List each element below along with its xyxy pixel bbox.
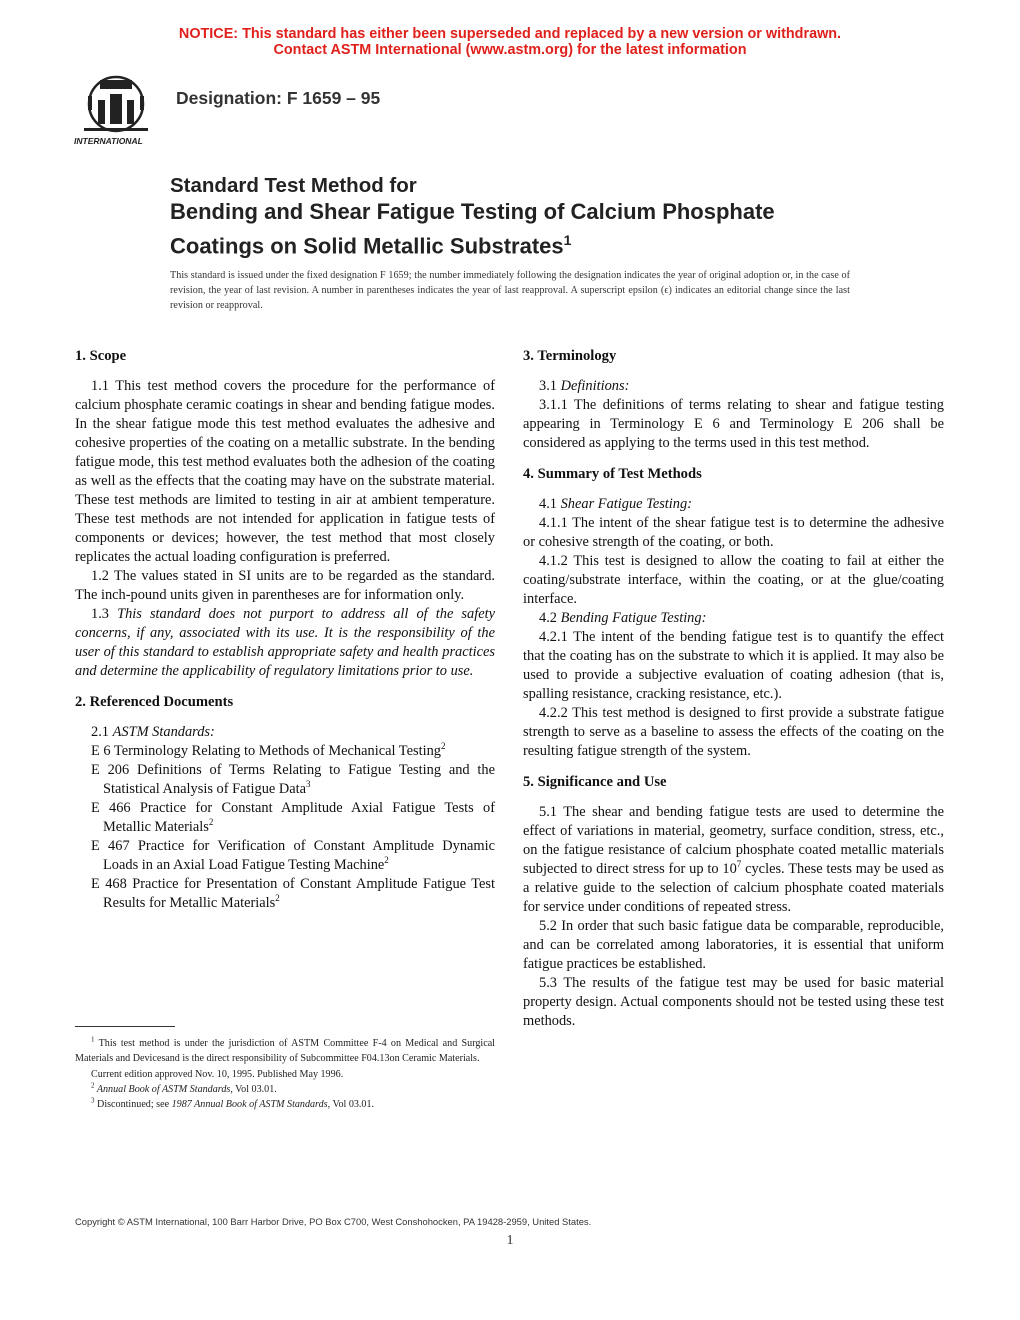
subsection-4-1-label: Shear Fatigue Testing: [560, 496, 692, 512]
paragraph-1-2: 1.2 The values stated in SI units are to be regarded as the standard. The inch-pound units given in parentheses are for information only. [75, 568, 495, 603]
reference-text: E 6 Terminology Relating to Methods of Mechanical Testing [91, 743, 441, 759]
reference-item [75, 799, 495, 837]
reference-footnote-mark: 3 [306, 779, 311, 790]
paragraph-1-1: 1.1 This test method covers the procedure for the performance of calcium phosphate ceramic coatings in shear and bending fatigue modes. In the shear fatigue mode this test method evaluates the adhesive and cohesive properties of the coating on a metallic substrate. In the bending fatigue mode, this test method evaluates both the adhesion of the coating as well as the effects that the coating may have on the substrate material. These test methods are limited to testing in air at ambient temperature. These test methods are not intended for application in fatigue tests of components or devices; however, the test method that most closely replicates the actual loading configuration is preferred. [75, 378, 495, 565]
paragraph-4-1-1: 4.1.1 The intent of the shear fatigue test is to determine the adhesive or cohesive strength of the coating, or both. [523, 515, 944, 550]
paragraph-5-3: 5.3 The results of the fatigue test may be used for basic material property design. Actual components should not be tested using these test methods. [523, 975, 944, 1029]
paragraph-5-1 [523, 803, 944, 917]
reference-item [75, 742, 495, 761]
subsection-4-2-number: 4.2 [539, 610, 557, 626]
reference-text: E 466 Practice for Constant Amplitude Axial Fatigue Tests of Metallic Materials [91, 800, 495, 835]
subsection-3-1 [523, 377, 944, 396]
paragraph-1-3-number: 1.3 [91, 606, 109, 622]
title-line-2: Bending and Shear Fatigue Testing of Calcium Phosphate [170, 199, 775, 224]
paragraph-5-2: 5.2 In order that such basic fatigue data be comparable, reproducible, and can be correlated among laboratories, it is essential that uniform fatigue practices be established. [523, 918, 944, 972]
reference-footnote-mark: 2 [275, 893, 280, 904]
paragraph-1-3-text: This standard does not purport to address all of the safety concerns, if any, associated with its use. It is the responsibility of the user of this standard to establish appropriate safety and health practices and determine the applicability of regulatory limitations prior to use. [75, 606, 495, 679]
footnote-3-text-b: , Vol 03.01. [327, 1099, 375, 1111]
footnote-3-italic: 1987 Annual Book of ASTM Standards [171, 1099, 328, 1111]
reference-footnote-mark: 2 [440, 741, 446, 752]
paragraph-4-2-1: 4.2.1 The intent of the bending fatigue test is to quantify the effect that the coating has on the substrate to which it is applied. It may also be used to provide a subjective evaluation of coating adhesion (that is, spalling resistance, cracking resistance, etc.). [523, 629, 944, 702]
paragraph-5-1-part-b: cycles. These tests may be used as a relative guide to the selection of calcium phosphate coated materials for service under conditions of repeated stress. [523, 861, 944, 915]
subsection-3-1-number: 3.1 [539, 378, 557, 394]
reference-text: E 206 Definitions of Terms Relating to Fatigue Testing and the Statistical Analysis of Fatigue Data [91, 762, 495, 797]
notice-line-1: NOTICE: This standard has either been superseded and replaced by a new version or withdrawn. [178, 26, 842, 42]
paragraph-4-1-2: 4.1.2 This test is designed to allow the coating to fail at either the coating/substrate interface, within the coating, or at the glue/coating interface. [523, 553, 944, 607]
astm-logo [70, 74, 162, 152]
footnote-3-text-a: Discontinued; see [94, 1099, 172, 1111]
superseded-notice [0, 26, 1020, 58]
footnote-2-italic: Annual Book of ASTM Standards [94, 1083, 231, 1095]
copyright: Copyright © ASTM International, 100 Barr Harbor Drive, PO Box C700, West Conshohocken, PA 19428-2959, United States. [75, 1216, 592, 1227]
subsection-2-1-number: 2.1 [91, 724, 109, 740]
subsection-4-1-number: 4.1 [539, 496, 557, 512]
section-5-heading: 5. Significance and Use [523, 774, 667, 790]
reference-text: E 468 Practice for Presentation of Constant Amplitude Fatigue Test Results for Metallic Materials [91, 876, 495, 911]
footnote-1 [75, 1036, 495, 1067]
footnote-rule [75, 1026, 175, 1027]
footnote-1-edition: Current edition approved Nov. 10, 1995. Published May 1996. [91, 1068, 344, 1080]
title-line-1: Standard Test Method for [170, 174, 417, 197]
paragraph-4-2-2: 4.2.2 This test method is designed to first provide a substrate fatigue strength to serve as a baseline to assess the effects of the coating on the resulting fatigue strength of the system. [523, 705, 944, 759]
paragraph-3-1-1: 3.1.1 The definitions of terms relating to shear and fatigue testing appearing in Terminology E 6 and Terminology E 206 shall be considered as applying to the terms used in this test method. [523, 397, 944, 451]
subsection-4-1 [523, 495, 944, 514]
reference-footnote-mark: 2 [208, 817, 214, 828]
notice-line-2: Contact ASTM International (www.astm.org) for the latest information [273, 42, 747, 58]
reference-item [75, 875, 495, 913]
footnote-2 [75, 1082, 495, 1097]
title-line-3 [170, 226, 890, 260]
issue-note: This standard is issued under the fixed designation F 1659; the number immediately following the designation indicates the year of original adoption or, in the case of revision, the year of last revision. A number in parentheses indicates the year of last reapproval. A superscript epsilon (ϵ) indicates an editorial change since the last revision or reapproval. [170, 270, 850, 311]
designation: Designation: F 1659 – 95 [176, 88, 381, 108]
paragraph-5-1-part-a: 5.1 The shear and bending fatigue tests are used to determine the effect of variations in material, geometry, surface condition, stress, etc., on the fatigue resistance of calcium phosphate coated metallic materials subjected to direct stress for up to 10 [523, 804, 944, 877]
footnotes [75, 1036, 495, 1112]
reference-text: E 467 Practice for Verification of Constant Amplitude Dynamic Loads in an Axial Load Fatigue Testing Machine [91, 838, 495, 873]
right-column [523, 346, 944, 1031]
section-2-heading: 2. Referenced Documents [75, 694, 234, 710]
footnote-1-mark: 1 [91, 1035, 95, 1044]
exponent: 7 [736, 859, 742, 870]
subsection-4-2-label: Bending Fatigue Testing: [560, 610, 707, 626]
paragraph-1-3 [75, 605, 495, 681]
document-title [170, 174, 890, 260]
section-3-heading: 3. Terminology [523, 348, 617, 364]
reference-footnote-mark: 2 [384, 855, 389, 866]
title-footnote-mark: 1 [563, 232, 572, 248]
page-number: 1 [506, 1233, 514, 1248]
section-4-heading: 4. Summary of Test Methods [523, 466, 702, 482]
subsection-2-1 [75, 723, 495, 742]
left-column [75, 346, 495, 913]
footnote-2-text: , Vol 03.01. [230, 1083, 277, 1095]
logo-caption: INTERNATIONAL [74, 136, 143, 146]
subsection-3-1-label: Definitions: [560, 378, 630, 394]
title-line-3-text: Coatings on Solid Metallic Substrates [170, 233, 564, 259]
footnote-1-text: This test method is under the jurisdiction of ASTM Committee F-4 on Medical and Surgical Materials and Devicesand is the direct responsibility of Subcommittee F04.13on Ceramic Materials. [75, 1038, 495, 1065]
subsection-2-1-label: ASTM Standards: [112, 724, 215, 740]
subsection-4-2 [523, 609, 944, 628]
footnote-3-mark: 3 [91, 1096, 95, 1105]
section-1-heading: 1. Scope [75, 348, 127, 364]
reference-item [75, 761, 495, 799]
astm-logo-icon [70, 74, 162, 152]
footnote-3 [75, 1097, 495, 1112]
reference-item [75, 837, 495, 875]
footnote-2-mark: 2 [91, 1081, 95, 1090]
